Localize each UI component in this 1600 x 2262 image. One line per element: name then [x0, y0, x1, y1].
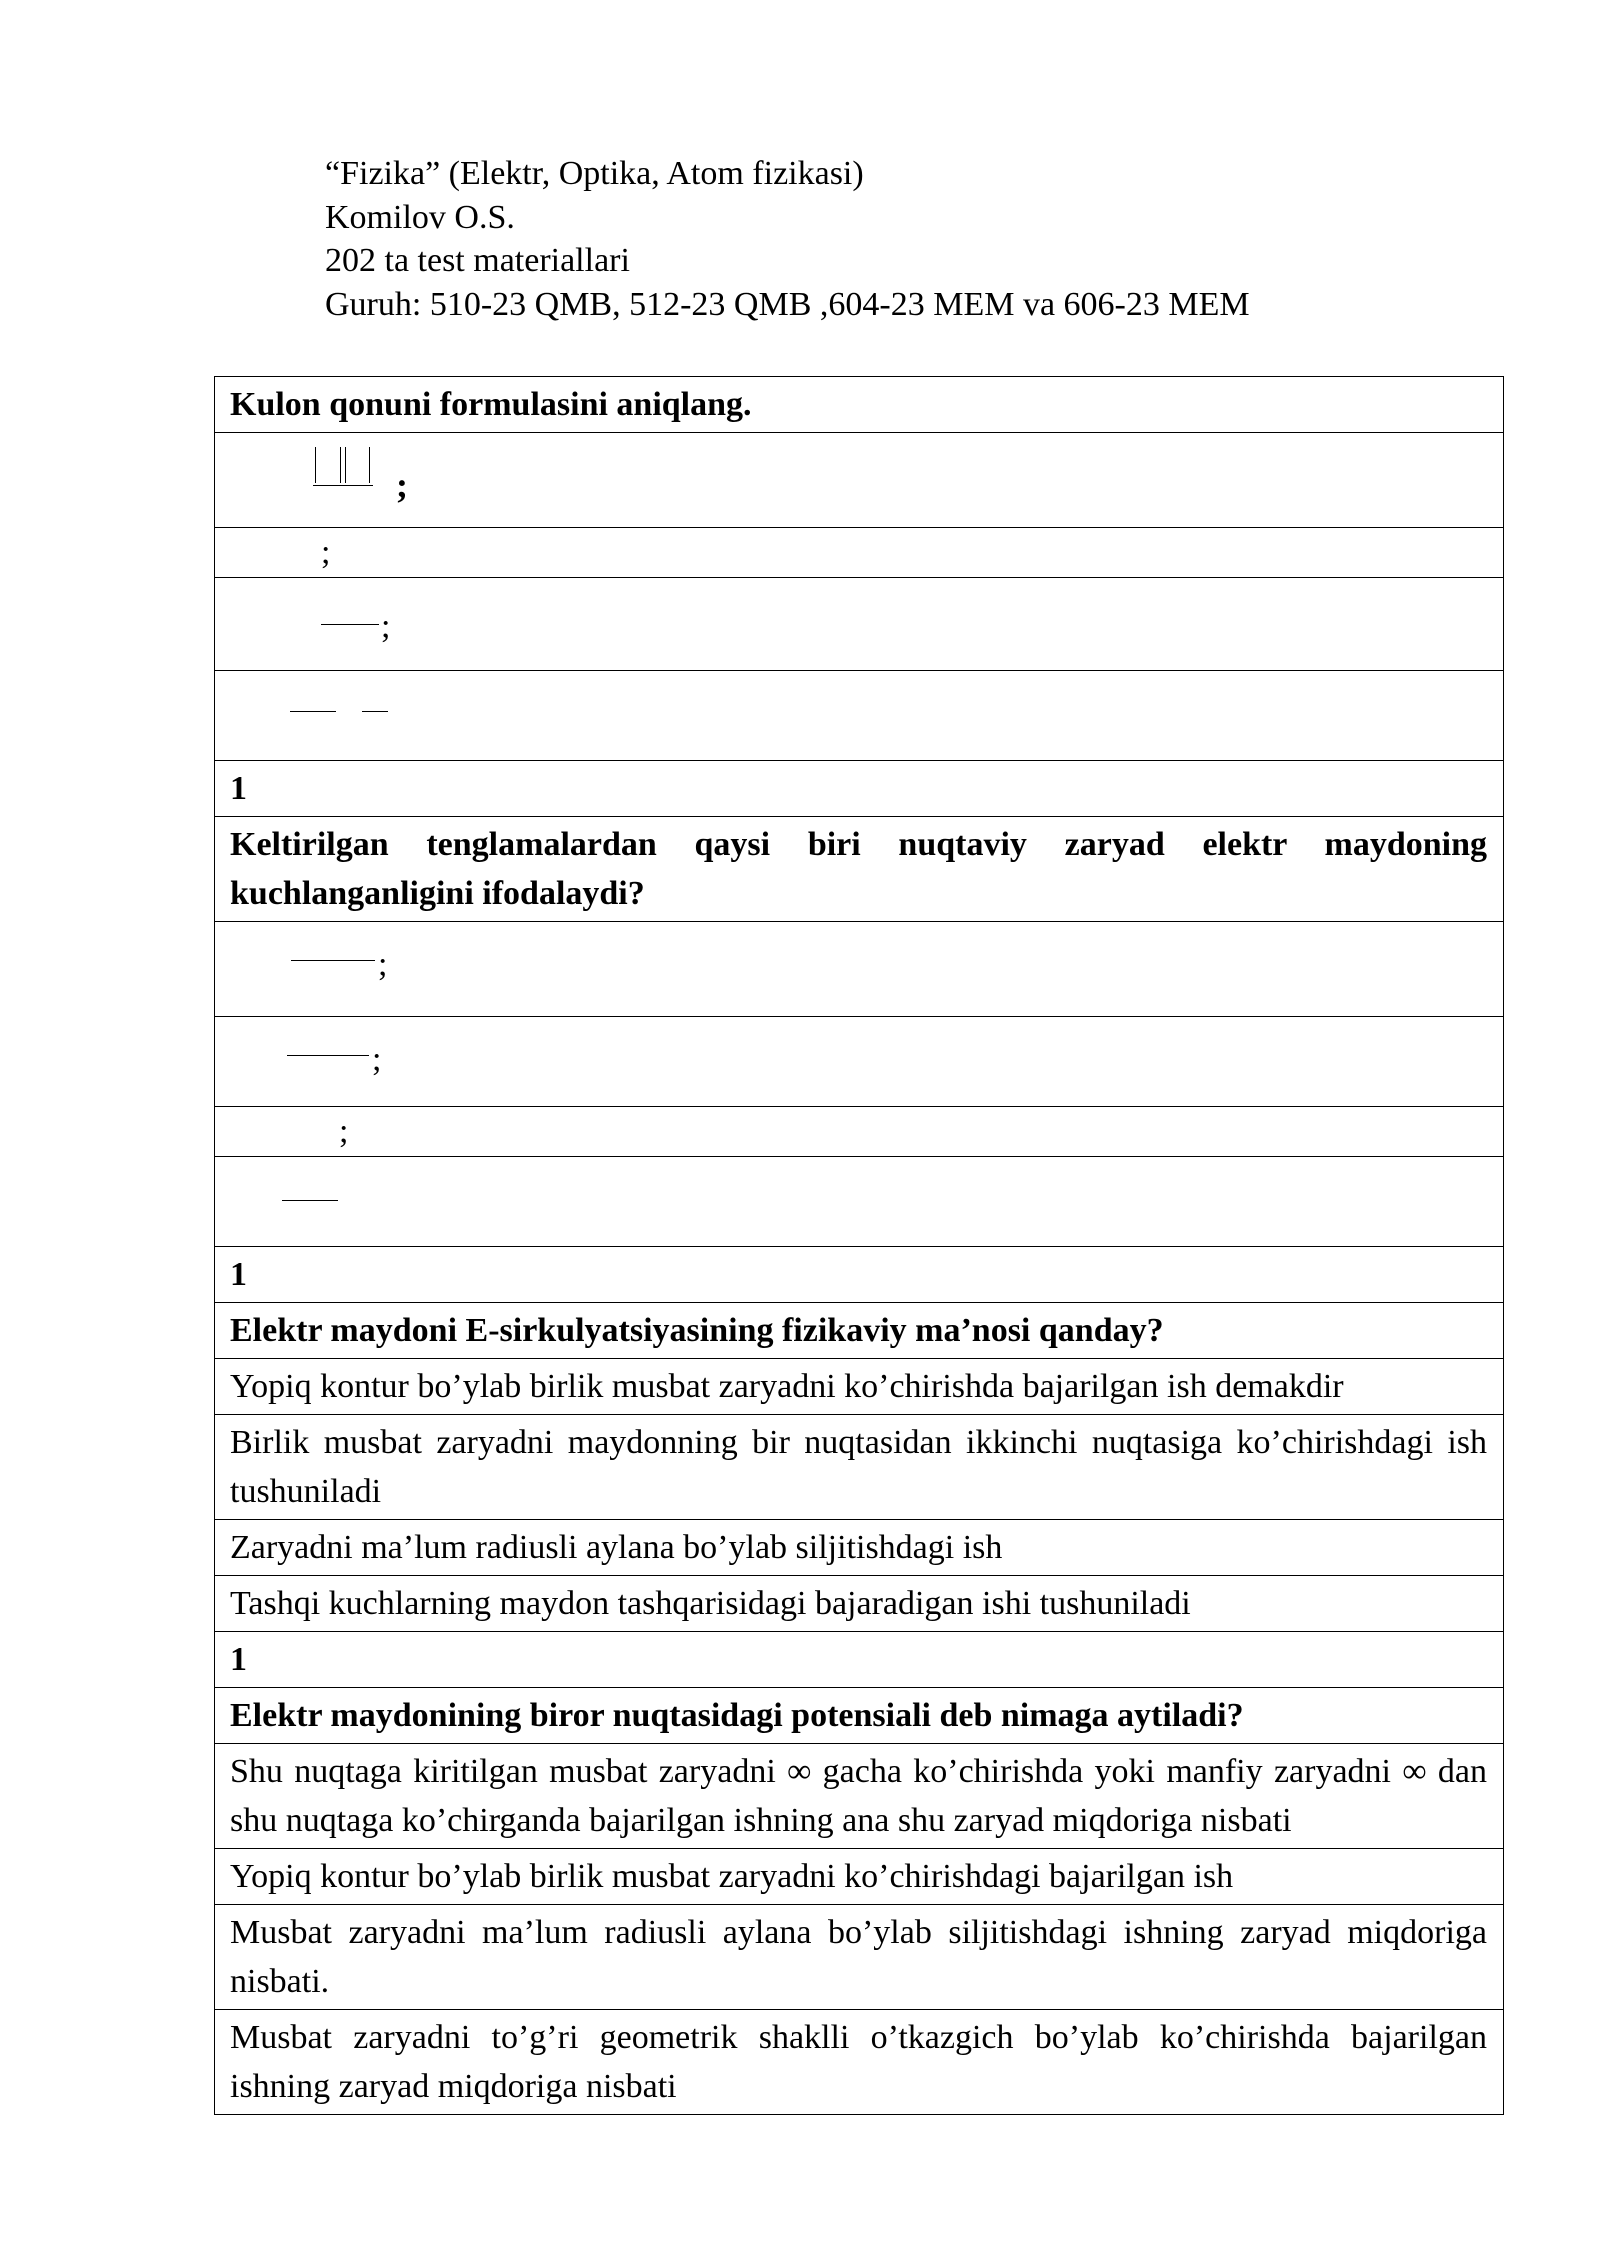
- option-formula: [215, 528, 1504, 578]
- option-text: Tashqi kuchlarning maydon tashqarisidagi bajaradigan ishi tushuniladi: [215, 1576, 1504, 1632]
- option-separator: ;: [339, 1113, 349, 1150]
- answer-row: [215, 761, 1504, 817]
- fraction-line: [362, 711, 388, 712]
- question-text: Elektr maydoni E-sirkulyatsiyasining fizikaviy ma’nosi qanday?: [215, 1303, 1504, 1359]
- option-text: Yopiq kontur bo’ylab birlik musbat zaryadni ko’chirishdagi bajarilgan ish: [215, 1849, 1504, 1905]
- option-formula: [215, 433, 1504, 528]
- document-header: [325, 152, 1250, 326]
- option-formula: [215, 1017, 1504, 1107]
- option-row: [215, 433, 1504, 528]
- formula-bar: [345, 447, 346, 483]
- author-name: Komilov O.S.: [325, 198, 515, 236]
- question-row: [215, 1688, 1504, 1744]
- option-row: [215, 1576, 1504, 1632]
- answer-row: [215, 1632, 1504, 1688]
- fraction-line: [290, 711, 336, 712]
- option-row: [215, 1415, 1504, 1520]
- option-separator: ;: [396, 465, 408, 505]
- option-text: Birlik musbat zaryadni maydonning bir nuqtasidan ikkinchi nuqtasiga ko’chirishdagi ish tushuniladi: [215, 1415, 1504, 1520]
- option-text: Zaryadni ma’lum radiusli aylana bo’ylab siljitishdagi ish: [215, 1520, 1504, 1576]
- option-formula: [215, 578, 1504, 671]
- question-row: [215, 1303, 1504, 1359]
- answer-row: [215, 1247, 1504, 1303]
- option-row: [215, 1849, 1504, 1905]
- fraction-line: [321, 624, 379, 625]
- option-separator: ;: [372, 1041, 382, 1078]
- option-text: Yopiq kontur bo’ylab birlik musbat zaryadni ko’chirishda bajarilgan ish demakdir: [215, 1359, 1504, 1415]
- option-formula: [215, 1107, 1504, 1157]
- question-text: Elektr maydonining biror nuqtasidagi potensiali deb nimaga aytiladi?: [215, 1688, 1504, 1744]
- test-count: 202 ta test materiallari: [325, 242, 630, 279]
- option-row: [215, 1157, 1504, 1247]
- question-text: Kulon qonuni formulasini aniqlang.: [215, 377, 1504, 433]
- answer-key: 1: [215, 761, 1504, 817]
- option-separator: ;: [378, 946, 388, 983]
- test-table: [214, 376, 1504, 2115]
- course-title: “Fizika” (Elektr, Optika, Atom fizikasi): [325, 155, 864, 192]
- option-row: [215, 1744, 1504, 1849]
- option-text: Musbat zaryadni ma’lum radiusli aylana bo’ylab siljitishdagi ishning zaryad miqdoriga nisbati.: [215, 1905, 1504, 2010]
- option-formula: [215, 1157, 1504, 1247]
- option-row: [215, 1107, 1504, 1157]
- option-separator: ;: [381, 608, 391, 645]
- answer-key: 1: [215, 1632, 1504, 1688]
- fraction-line: [287, 1055, 369, 1056]
- option-row: [215, 1905, 1504, 2010]
- fraction-line: [291, 960, 375, 961]
- option-row: [215, 578, 1504, 671]
- option-row: [215, 671, 1504, 761]
- question-row: [215, 377, 1504, 433]
- option-text: Musbat zaryadni to’g’ri geometrik shaklli o’tkazgich bo’ylab ko’chirishda bajarilgan ishning zaryad miqdoriga nisbati: [215, 2010, 1504, 2115]
- fraction-line: [282, 1200, 338, 1201]
- option-text: Shu nuqtaga kiritilgan musbat zaryadni ∞ gacha ko’chirishda yoki manfiy zaryadni ∞ dan shu nuqtaga ko’chirganda bajarilgan ishning ana shu zaryad miqdoriga nisbati: [215, 1744, 1504, 1849]
- option-row: [215, 1359, 1504, 1415]
- formula-bar: [340, 447, 341, 483]
- answer-key: 1: [215, 1247, 1504, 1303]
- option-row: [215, 528, 1504, 578]
- option-row: [215, 922, 1504, 1017]
- option-row: [215, 1017, 1504, 1107]
- fraction-line: [313, 485, 373, 486]
- formula-bar: [369, 447, 370, 483]
- option-row: [215, 2010, 1504, 2115]
- group-list: Guruh: 510-23 QMB, 512-23 QMB ,604-23 MEM va 606-23 MEM: [325, 285, 1250, 323]
- formula-bar: [315, 447, 316, 483]
- question-text: Keltirilgan tenglamalardan qaysi biri nuqtaviy zaryad elektr maydoning kuchlanganligini ifodalaydi?: [215, 817, 1504, 922]
- option-formula: [215, 671, 1504, 761]
- option-separator: ;: [321, 534, 331, 571]
- option-row: [215, 1520, 1504, 1576]
- option-formula: [215, 922, 1504, 1017]
- question-row: [215, 817, 1504, 922]
